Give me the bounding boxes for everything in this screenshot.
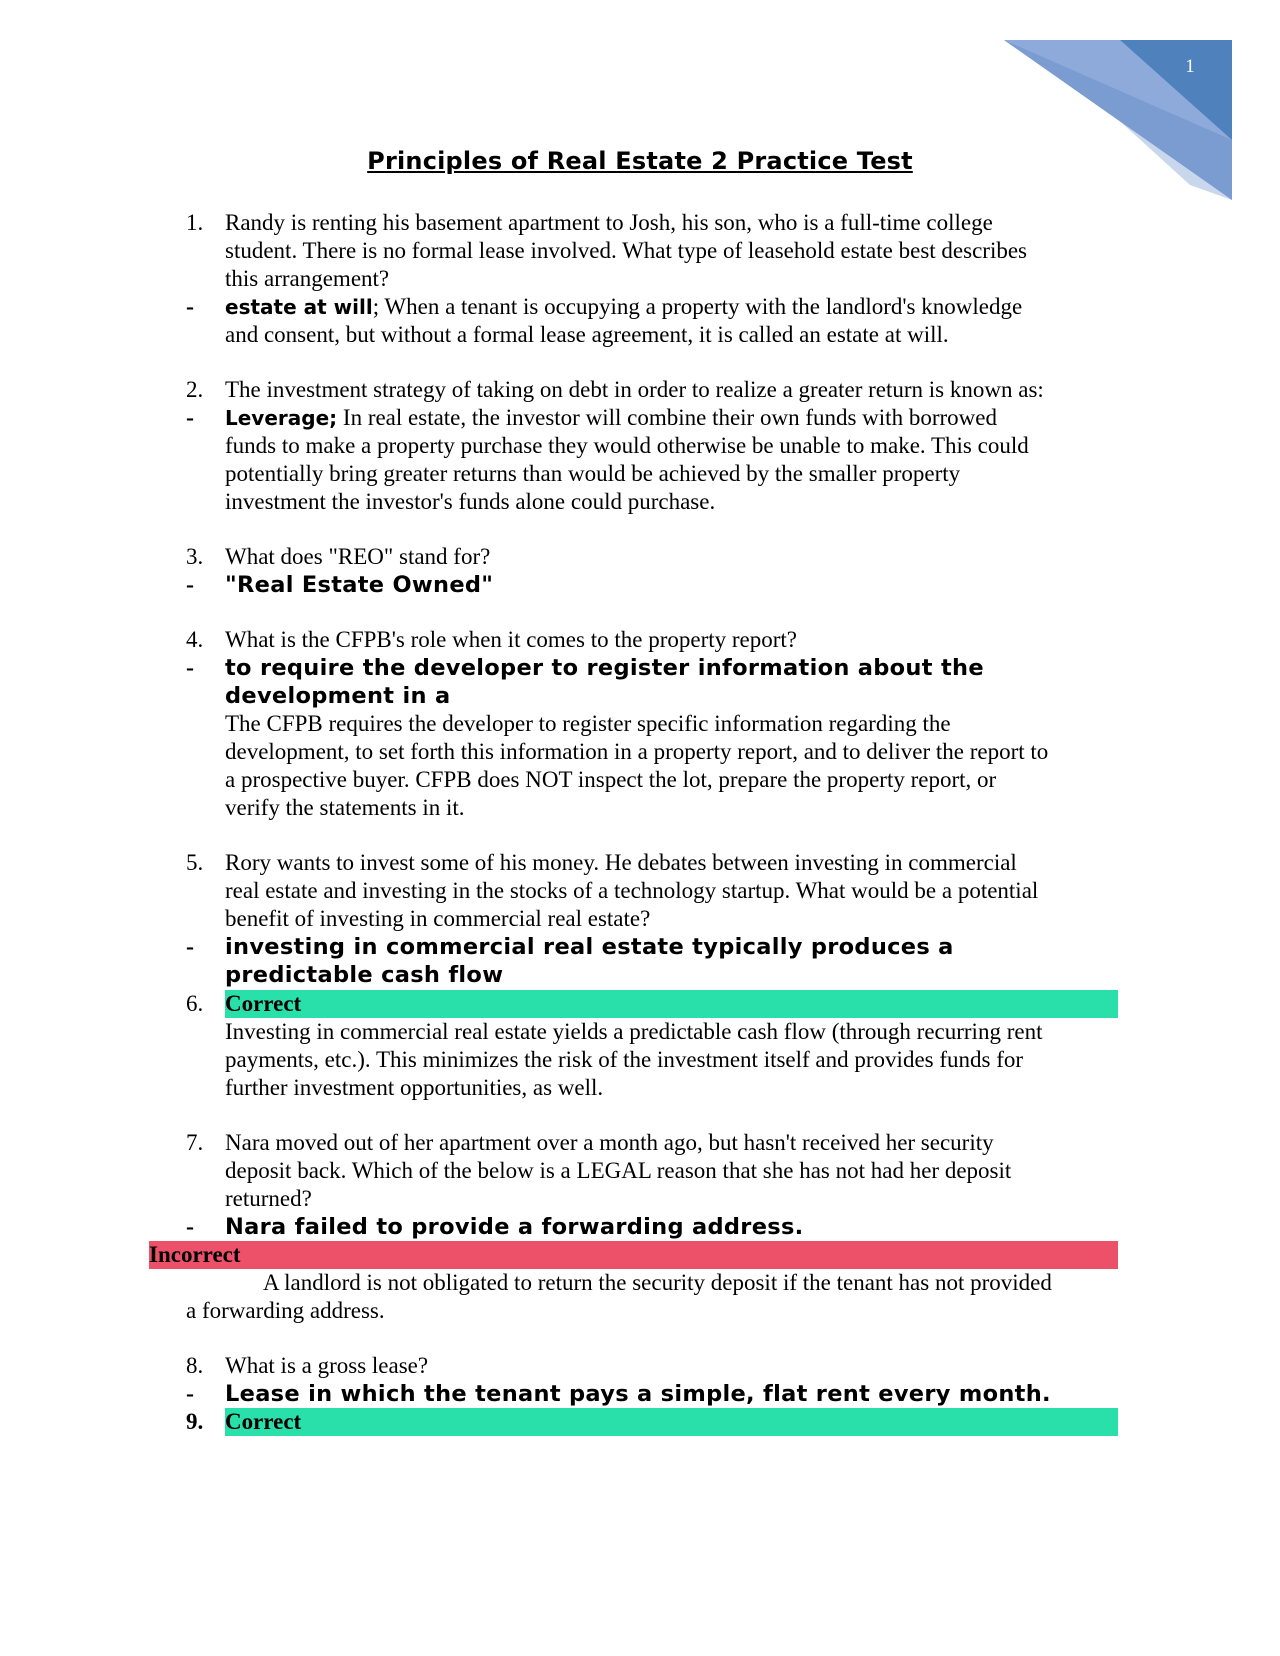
question-number: 5. (186, 850, 204, 875)
question-text: The investment strategy of taking on debt in order to realize a greater return is known as: (225, 377, 1044, 402)
result-correct-label: Correct (225, 1409, 302, 1434)
correct-highlight (225, 990, 1118, 1018)
question-text: What is the CFPB's role when it comes to the property report? (225, 627, 798, 652)
result-correct-label: Correct (225, 991, 302, 1016)
question-text: Nara moved out of her apartment over a month ago, but hasn't received her security (225, 1130, 994, 1155)
question-number: 1. (186, 210, 204, 235)
answer-line (225, 404, 997, 432)
question-text: What does "REO" stand for? (225, 544, 491, 569)
answer-dash: - (186, 655, 194, 681)
explanation-text: Investing in commercial real estate yields a predictable cash flow (through recurring rent (225, 1019, 1043, 1044)
question-number: 9. (186, 1409, 204, 1434)
question-number: 8. (186, 1353, 204, 1378)
question-text: deposit back. Which of the below is a LEGAL reason that she has not had her deposit (225, 1158, 1012, 1183)
incorrect-highlight (149, 1241, 1118, 1269)
answer-text: estate at will (225, 295, 373, 319)
explanation-text: further investment opportunities, as well. (225, 1075, 604, 1100)
question-number: 2. (186, 377, 204, 402)
answer-dash: - (186, 294, 194, 320)
answer-text: development in a (225, 683, 451, 709)
question-number: 3. (186, 544, 204, 569)
explanation-text: potentially bring greater returns than would be achieved by the smaller property (225, 461, 961, 486)
question-text: student. There is no formal lease involved. What type of leasehold estate best describes (225, 238, 1027, 263)
result-incorrect-label: Incorrect (149, 1242, 241, 1267)
question-text: this arrangement? (225, 266, 390, 291)
answer-text: investing in commercial real estate typically produces a (225, 934, 954, 960)
explanation-text: In real estate, the investor will combine their own funds with borrowed (337, 405, 997, 430)
explanation-text: development, to set forth this information in a property report, and to deliver the report to (225, 739, 1049, 764)
explanation-text: A landlord is not obligated to return the security deposit if the tenant has not provided (263, 1270, 1052, 1295)
explanation-text: The CFPB requires the developer to register specific information regarding the (225, 711, 951, 736)
explanation-text: and consent, but without a formal lease agreement, it is called an estate at will. (225, 322, 949, 347)
explanation-text: a prospective buyer. CFPB does NOT inspect the lot, prepare the property report, or (225, 767, 997, 792)
answer-line (225, 293, 1022, 321)
page-number: 1 (1185, 56, 1195, 77)
page-title: Principles of Real Estate 2 Practice Test (367, 147, 913, 175)
question-text: returned? (225, 1186, 312, 1211)
explanation-text: payments, etc.). This minimizes the risk of the investment itself and provides funds for (225, 1047, 1024, 1072)
answer-text: Lease in which the tenant pays a simple, flat rent every month. (225, 1381, 1051, 1407)
answer-dash: - (186, 572, 194, 598)
explanation-text: investment the investor's funds alone could purchase. (225, 489, 716, 514)
answer-text: to require the developer to register information about the (225, 655, 984, 681)
question-number: 7. (186, 1130, 204, 1155)
question-text: What is a gross lease? (225, 1353, 429, 1378)
answer-text: Leverage; (225, 406, 338, 430)
question-text: Randy is renting his basement apartment to Josh, his son, who is a full-time college (225, 210, 993, 235)
explanation-text: verify the statements in it. (225, 795, 465, 820)
answer-dash: - (186, 934, 194, 960)
answer-dash: - (186, 1381, 194, 1407)
question-text: real estate and investing in the stocks of a technology startup. What would be a potential (225, 878, 1039, 903)
question-text: Rory wants to invest some of his money. He debates between investing in commercial (225, 850, 1017, 875)
answer-dash: - (186, 405, 194, 431)
question-number: 6. (186, 991, 204, 1016)
explanation-text: funds to make a property purchase they would otherwise be unable to make. This could (225, 433, 1029, 458)
answer-text: "Real Estate Owned" (225, 572, 494, 598)
answer-text: Nara failed to provide a forwarding address. (225, 1214, 804, 1240)
correct-highlight (225, 1408, 1118, 1436)
answer-text: predictable cash flow (225, 962, 504, 988)
explanation-text: ; When a tenant is occupying a property with the landlord's knowledge (372, 294, 1023, 319)
explanation-text: a forwarding address. (186, 1298, 385, 1323)
answer-dash: - (186, 1214, 194, 1240)
question-number: 4. (186, 627, 204, 652)
question-text: benefit of investing in commercial real estate? (225, 906, 651, 931)
